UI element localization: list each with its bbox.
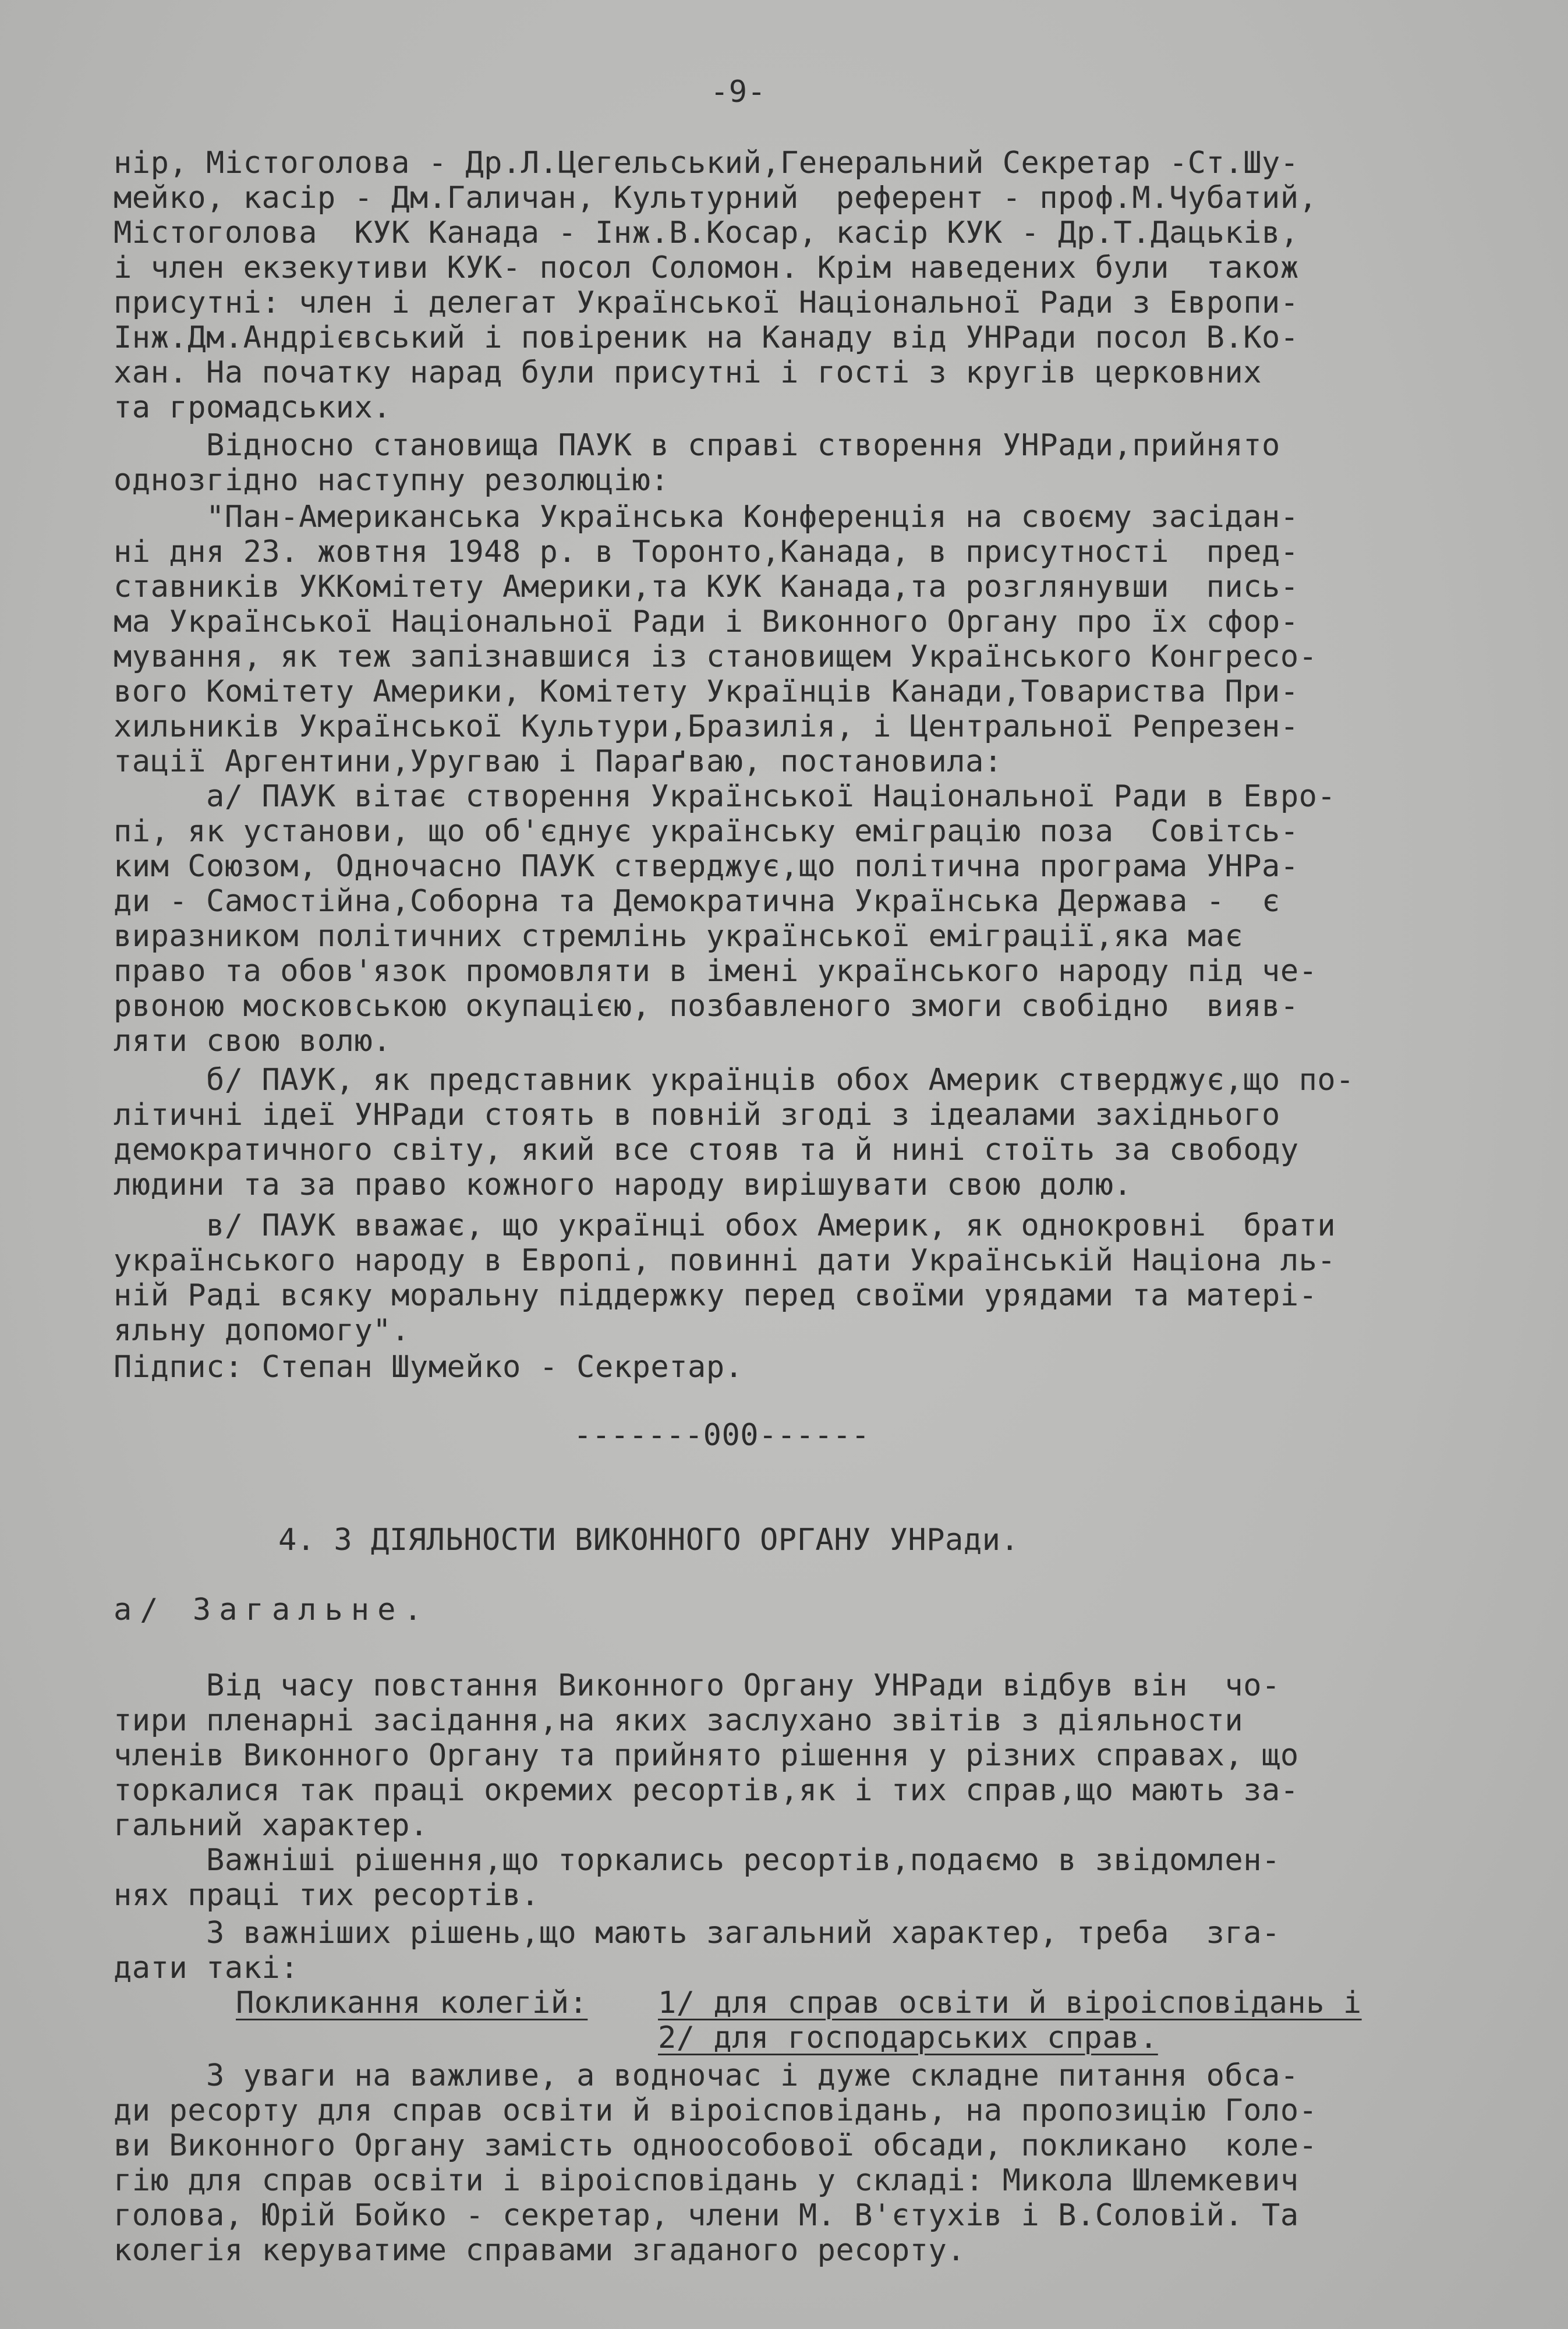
text-line: і член екзекутиви КУК- посол Соломон. Крім наведених були також (114, 250, 1299, 285)
text-line: а/ ПАУК вітає створення Української Національної Ради в Евро- (114, 779, 1336, 814)
text-line: Від часу повстання Виконного Органу УНРади відбув він чо- (114, 1668, 1280, 1703)
text-line: тири пленарні засідання,на яких заслухано звітів з діяльности (114, 1703, 1244, 1738)
text-line: та громадських. (114, 390, 392, 425)
text-line: гальний характер. (114, 1808, 429, 1843)
text-line: людини та за право кожного народу вирішувати свою долю. (114, 1167, 1132, 1202)
text-line: однозгідно наступну резолюцію: (114, 463, 670, 498)
text-line: З уваги на важливе, а водночас і дуже складне питання обса- (114, 2058, 1299, 2093)
subsection-title: а/ Загальне. (114, 1592, 430, 1627)
text-line: присутні: член і делегат Української Національної Ради з Европи- (114, 285, 1299, 320)
text-line: торкалися так праці окремих ресортів,як і тих справ,що мають за- (114, 1773, 1299, 1808)
section-title: 4. З ДІЯЛЬНОСТИ ВИКОННОГО ОРГАНУ УНРади. (278, 1523, 1020, 1558)
text-line: колегія керуватиме справами згаданого ресорту. (114, 2233, 966, 2268)
text-line: ставників УККомітету Америки,та КУК Канада,та розглянувши пись- (114, 569, 1299, 604)
signature-line: Підпис: Степан Шумейко - Секретар. (114, 1350, 744, 1385)
text-line: ди - Самостійна,Соборна та Демократична Українська Держава - є (114, 884, 1280, 919)
text-line: хан. На початку нарад були присутні і гості з кругів церковних (114, 355, 1262, 390)
text-line: гію для справ освіти і віроісповідань у складі: Микола Шлемкевич (114, 2163, 1299, 2198)
text-line: пі, як установи, що об'єднує українську еміграцію поза Совітсь- (114, 814, 1299, 849)
text-line: рвоною московською окупацією, позбавленого змоги свобідно вияв- (114, 989, 1299, 1024)
text-line: ким Союзом, Одночасно ПАУК стверджує,що політична програма УНРа- (114, 849, 1299, 884)
text-line: мейко, касір - Дм.Галичан, Культурний референт - проф.М.Чубатий, (114, 180, 1318, 215)
text-line: літичні ідеї УНРади стоять в повній згоді з ідеалами західнього (114, 1098, 1280, 1132)
text-line: Відносно становища ПАУК в справі створення УНРади,прийнято (114, 428, 1280, 463)
text-line: ляти свою волю. (114, 1024, 392, 1059)
text-line: ній Раді всяку моральну піддержку перед своїми урядами та матері- (114, 1278, 1318, 1313)
text-line: хильників Української Культури,Бразилія, і Центральної Репрезен- (114, 709, 1299, 744)
text-line: ні дня 23. жовтня 1948 р. в Торонто,Канада, в присутності пред- (114, 535, 1299, 569)
text-line: виразником політичних стремлінь української еміграції,яка має (114, 919, 1244, 954)
text-line: членів Виконного Органу та прийнято рішення у різних справах, що (114, 1738, 1299, 1773)
text-line: "Пан-Американська Українська Конференція на своєму засідан- (114, 500, 1299, 535)
colleges-item-2: 2/ для господарських справ. (658, 2020, 1158, 2055)
text-line: мування, як теж запізнавшися із становищем Українського Конгресо- (114, 639, 1318, 674)
colleges-item-1: 1/ для справ освіти й віроісповідань і (658, 1985, 1362, 2020)
text-line: ди ресорту для справ освіти й віроісповідань, на пропозицію Голо- (114, 2093, 1318, 2128)
text-line: З важніших рішень,що мають загальний характер, треба зга- (114, 1916, 1280, 1951)
text-line: ви Виконного Органу замість одноособової обсади, покликано коле- (114, 2128, 1318, 2163)
text-line: демократичного світу, який все стояв та й нині стоїть за свободу (114, 1132, 1299, 1167)
text-line: голова, Юрій Бойко - секретар, члени М. В'єтухів і В.Соловій. Та (114, 2198, 1299, 2233)
colleges-label: Покликання колегій: (236, 1985, 588, 2020)
text-line: дати такі: (114, 1951, 299, 1985)
text-line: тації Аргентини,Уругваю і Параґваю, постановила: (114, 744, 1003, 779)
text-line: Містоголова КУК Канада - Інж.В.Косар, касір КУК - Др.Т.Дацьків, (114, 215, 1299, 250)
text-line: Інж.Дм.Андрієвський і повіреник на Канаду від УНРади посол В.Ко- (114, 320, 1299, 355)
page-number: -9- (710, 75, 766, 109)
text-line: нір, Містоголова - Др.Л.Цегельський,Генеральний Секретар -Ст.Шу- (114, 146, 1299, 180)
text-line: вого Комітету Америки, Комітету Українців Канади,Товариства При- (114, 674, 1299, 709)
text-line: яльну допомогу". (114, 1313, 410, 1348)
separator: -------000------ (574, 1418, 870, 1453)
text-line: Важніші рішення,що торкались ресортів,подаємо в звідомлен- (114, 1843, 1280, 1878)
text-line: право та обов'язок промовляти в імені українського народу під че- (114, 954, 1318, 989)
text-line: нях праці тих ресортів. (114, 1878, 540, 1913)
text-line: українського народу в Европі, повинні дати Українській Націона ль- (114, 1243, 1336, 1278)
text-line: в/ ПАУК вважає, що українці обох Америк, як однокровні брати (114, 1208, 1336, 1243)
text-line: б/ ПАУК, як представник українців обох Америк стверджує,що по- (114, 1063, 1355, 1098)
text-line: ма Української Національної Ради і Виконного Органу про їх сфор- (114, 604, 1299, 639)
